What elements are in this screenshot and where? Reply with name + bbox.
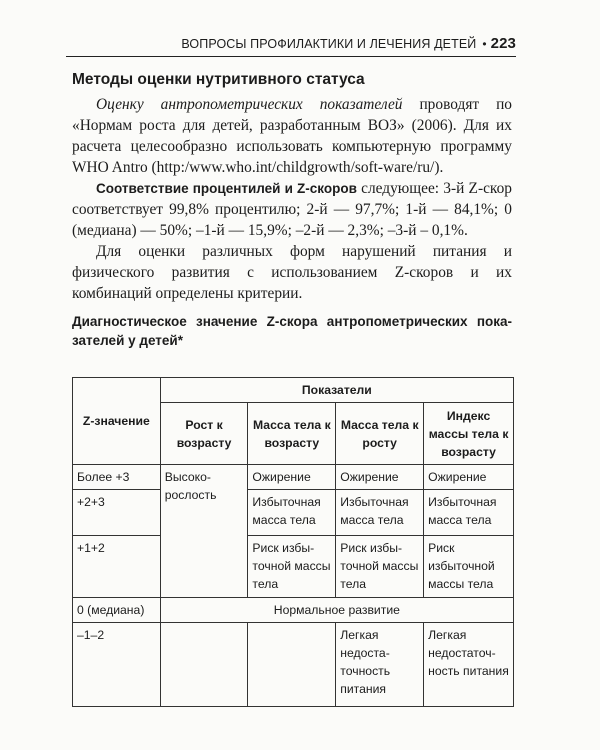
cell-weight-height: Легкая недоста-точность питания (336, 623, 424, 707)
cell-empty (160, 623, 248, 707)
running-header (66, 34, 516, 57)
cell-weight-height: Риск избы-точной массы тела (336, 536, 424, 598)
header-height-for-age: Рост к возрасту (160, 403, 248, 465)
cell-z: +1+2 (73, 536, 161, 598)
cell-weight-age: Избыточная масса тела (248, 490, 336, 536)
header-weight-for-age: Масса тела к возрасту (248, 403, 336, 465)
cell-z: –1–2 (73, 623, 161, 707)
header-weight-for-height: Масса тела к росту (336, 403, 424, 465)
header-bmi-for-age: Индекс массы тела к возрасту (424, 403, 514, 465)
section-heading: Методы оценки нутритивного статуса (72, 71, 365, 88)
paragraph-1-italic: Оценку антропометрических показателей (96, 96, 403, 113)
paragraph-1 (72, 94, 512, 178)
cell-weight-age: Риск избы-точной массы тела (248, 536, 336, 598)
table-title: Диагностическое значение Z-скора антропометрических пока-зателей у детей* (72, 314, 512, 348)
table-row (73, 598, 514, 623)
paragraph-2 (72, 178, 512, 241)
cell-bmi: Ожирение (424, 465, 514, 490)
cell-bmi: Легкая недостаточ-ность питания (424, 623, 514, 707)
cell-empty (248, 623, 336, 707)
table-header-row-1 (73, 378, 514, 403)
cell-bmi: Избыточная масса тела (424, 490, 514, 536)
paragraph-1-text: проводят по «Нормам роста для детей, разработанным ВОЗ» (2006). Для их расчета целесообразно использовать компьютерную программу WHO Antro (http:/www.who.int/childgrowth/soft-ware/ru/). (72, 96, 512, 176)
paragraph-2-text: следующее: 3-й Z-скор соответствует 99,8% процентилю; 2-й — 97,7%; 1-й — 84,1%; 0 (медиана) — 50%; –1-й — 15,9%; –2-й — 2,3%; –3-й – 0,1%. (72, 180, 512, 239)
table-row (73, 490, 514, 536)
table-row (73, 623, 514, 707)
cell-weight-height: Ожирение (336, 465, 424, 490)
table-row (73, 465, 514, 490)
header-indicators: Показатели (160, 378, 513, 403)
cell-z: +2+3 (73, 490, 161, 536)
header-z-value: Z-значение (73, 378, 161, 465)
cell-weight-height: Избыточная масса тела (336, 490, 424, 536)
page-number: 223 (490, 35, 516, 52)
table-row (73, 536, 514, 598)
bullet-separator: • (482, 37, 487, 51)
running-title: ВОПРОСЫ ПРОФИЛАКТИКИ И ЛЕЧЕНИЯ ДЕТЕЙ (181, 37, 477, 51)
page-content (72, 70, 512, 356)
paragraph-2-bold: Соответствие процентилей и Z-скоров (96, 181, 357, 196)
z-score-table (72, 377, 514, 707)
cell-bmi: Риск избыточной массы тела (424, 536, 514, 598)
cell-z: Более +3 (73, 465, 161, 490)
cell-weight-age: Ожирение (248, 465, 336, 490)
paragraph-3: Для оценки различных форм нарушений питания и физического развития с использованием Z-скоров и их комбинаций определены критерии. (72, 243, 512, 302)
cell-height: Высоко-рослость (160, 465, 248, 598)
cell-normal-development: Нормальное развитие (160, 598, 513, 623)
cell-z: 0 (медиана) (73, 598, 161, 623)
